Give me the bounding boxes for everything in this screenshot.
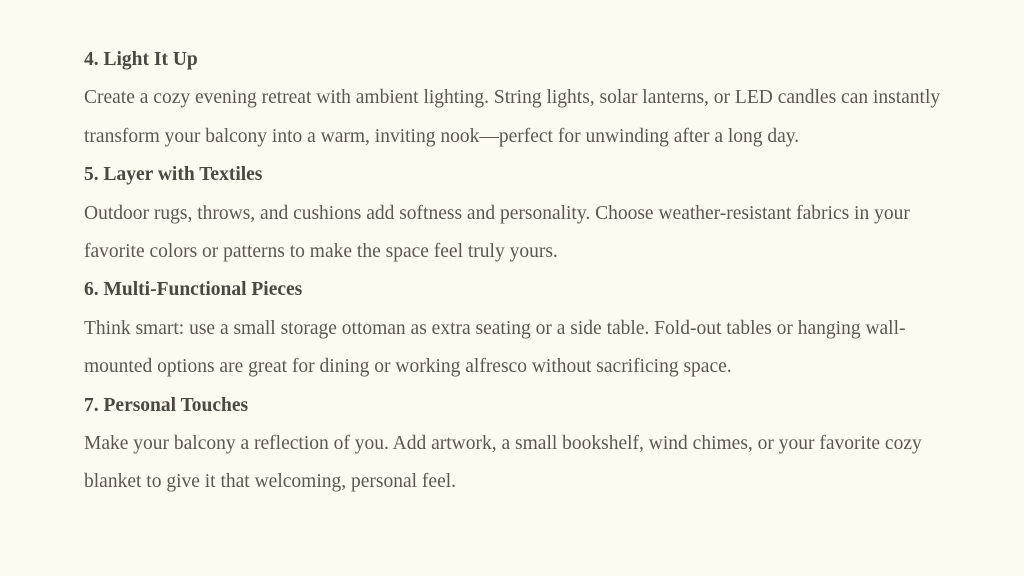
- section-heading: 5. Layer with Textiles: [84, 164, 263, 186]
- section-body: Think smart: use a small storage ottoman as extra seating or a side table. Fold-out tables or hanging wall-mounted options are great for dining or working alfresco without sacrificing space.: [84, 317, 906, 378]
- section-body: Outdoor rugs, throws, and cushions add softness and personality. Choose weather-resistant fabrics in your favorite colors or patterns to make the space feel truly yours.: [84, 202, 910, 263]
- section-heading: 4. Light It Up: [84, 49, 198, 70]
- section-multi-functional-pieces: [84, 271, 964, 386]
- section-layer-with-textiles: [84, 156, 964, 271]
- section-heading: 6. Multi-Functional Pieces: [84, 279, 303, 301]
- section-heading: 7. Personal Touches: [84, 394, 249, 416]
- article-content: [84, 41, 964, 502]
- section-body: Create a cozy evening retreat with ambient lighting. String lights, solar lanterns, or LED candles can instantly transform your balcony into a warm, inviting nook—perfect for unwinding after a long day.: [84, 87, 941, 147]
- section-light-it-up: [84, 41, 964, 156]
- section-body: Make your balcony a reflection of you. Add artwork, a small bookshelf, wind chimes, or your favorite cozy blanket to give it that welcoming, personal feel.: [84, 433, 922, 493]
- section-personal-touches: [84, 387, 964, 502]
